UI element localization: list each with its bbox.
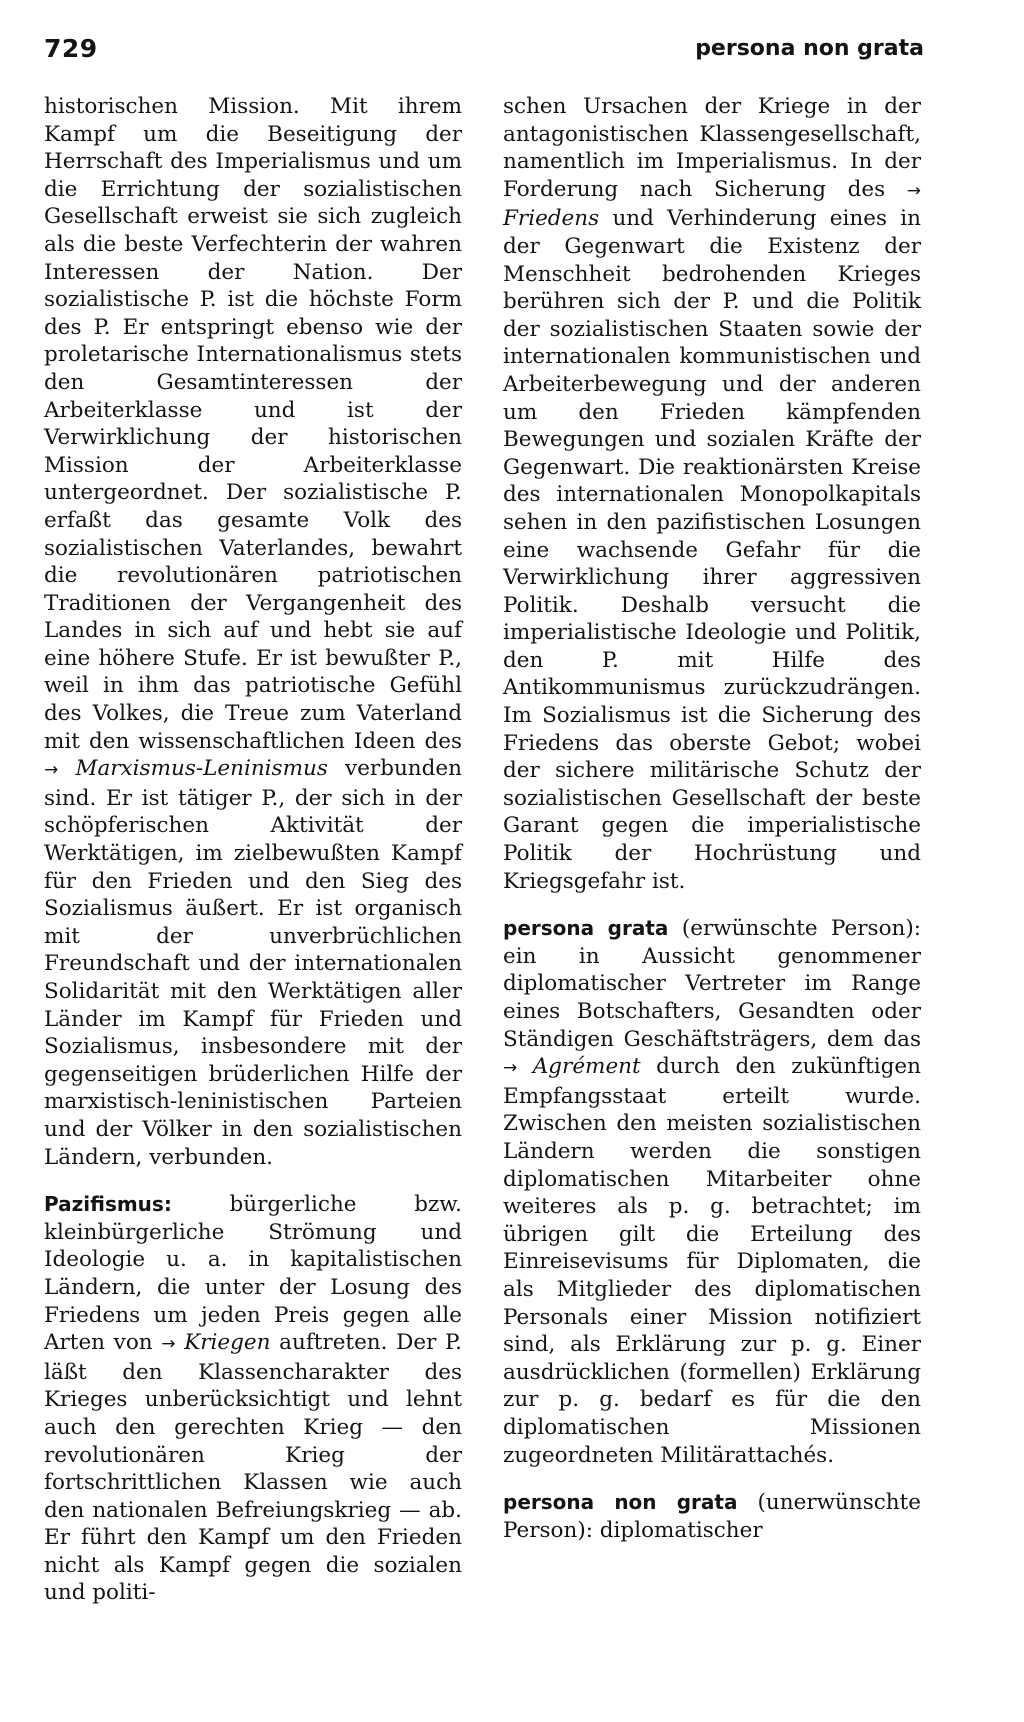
cross-reference-arrow-icon: → [906, 180, 921, 201]
cross-reference-marxismus-leninismus[interactable]: Marxismus-Leninismus [75, 756, 328, 782]
cross-reference-arrow-icon: → [44, 760, 59, 781]
cross-reference-kriegen[interactable]: Kriegen [184, 1330, 271, 1356]
entry-patriotismus-continued: historischen Mission. Mit ihrem Kampf um die Beseitigung der Herrschaft des Imperialismus und um die Errichtung der sozialistischen Gesellschaft erweist sie sich zugleich als die beste Verfechterin der wahren Interessen der Nation. Der sozialistische P. ist die höchste Form des P. Er entspringt ebenso wie der proletarische Internationalismus stets den Gesamtinteressen der Arbeiterklasse und ist der Verwirklichung der historischen Mission der Arbeiterklasse untergeordnet. Der sozialistische P. erfaßt das gesamte Volk des sozialistischen Vaterlandes, bewahrt die revolutionären patriotischen Traditionen der Vergangenheit des Landes in sich auf und hebt sie auf eine höhere Stufe. Er ist bewußter P., weil in ihm das patriotische Gefühl des Volkes, die Treue zum Vaterland mit den wissenschaftlichen Ideen des → Marxismus-Leninismus verbunden sind. Er ist tätiger P., der sich in der schöpferischen Aktivität der Werktätigen, im zielbewußten Kampf für den Frieden und den Sieg des Sozialismus äußert. Er ist organisch mit der unverbrüchlichen Freundschaft und der internationalen Solidarität mit den Werktätigen aller Länder im Kampf für Frieden und Sozialismus, insbesondere mit der gegenseitigen brüderlichen Hilfe der marxistisch-leninistischen Parteien und der Völker in den sozialistischen Ländern, verbunden. [44, 94, 462, 1170]
page-number: 729 [44, 34, 98, 63]
right-column [503, 93, 921, 1544]
entry-headword-pazifismus: Pazifismus: [44, 1192, 172, 1217]
cross-reference-arrow-icon: → [503, 1058, 518, 1079]
entry-pazifismus: Pazifismus: bürgerliche bzw. kleinbürgerliche Strömung und Ideologie u. a. in kapitalistischen Ländern, die unter der Losung des Friedens um jeden Preis gegen alle Arten von → Kriegen auftreten. Der P. läßt den Klassencharakter des Krieges unberücksichtigt und lehnt auch den gerechten Krieg — den revolutionären Krieg der fortschrittlichen Klassen wie auch den nationalen Befreiungskrieg — ab. Er führt den Kampf um den Frieden nicht als Kampf gegen die sozialen und politi- [44, 1192, 462, 1606]
cross-reference-friedens[interactable]: Friedens [503, 206, 600, 232]
page-header [44, 34, 924, 68]
running-head: persona non grata [695, 36, 924, 61]
entry-headword-persona-non-grata: persona non grata [503, 1490, 738, 1515]
cross-reference-agrement[interactable]: Agrément [532, 1054, 641, 1080]
entry-headword-persona-grata: persona grata [503, 916, 669, 941]
left-column [44, 93, 462, 1607]
cross-reference-arrow-icon: → [161, 1334, 176, 1355]
entry-persona-non-grata: persona non grata (unerwünschte Person): diplomatischer [503, 1490, 921, 1543]
entry-pazifismus-continued: schen Ursachen der Kriege in der antagonistischen Klassengesellschaft, namentlich im Imperialismus. In der Forderung nach Sicherung des → Friedens und Verhinderung eines in der Gegenwart die Existenz der Menschheit bedrohenden Krieges berühren sich der P. und die Politik der sozialistischen Staaten sowie der internationalen kommunistischen und Arbeiterbewegung und der anderen um den Frieden kämpfenden Bewegungen und sozialen Kräfte der Gegenwart. Die reaktionärsten Kreise des internationalen Monopolkapitals sehen in den pazifistischen Losungen eine wachsende Gefahr für die Verwirklichung ihrer aggressiven Politik. Deshalb versucht die imperialistische Ideologie und Politik, den P. mit Hilfe des Antikommunismus zurückzudrängen. Im Sozialismus ist die Sicherung des Friedens das oberste Gebot; wobei der sichere militärische Schutz der sozialistischen Gesellschaft der beste Garant gegen die imperialistische Politik der Hochrüstung und Kriegsgefahr ist. [503, 94, 921, 894]
entry-persona-grata: persona grata (erwünschte Person): ein in Aussicht genommener diplomatischer Vertreter im Range eines Botschafters, Gesandten oder Ständigen Geschäftsträgers, dem das → Agrément durch den zukünftigen Empfangsstaat erteilt wurde. Zwischen den meisten sozialistischen Ländern werden die sonstigen diplomatischen Mitarbeiter ohne weiteres als p. g. betrachtet; im übrigen gilt die Erteilung des Einreisevisums für Diplomaten, die als Mitglieder des diplomatischen Personals einer Mission notifiziert sind, als Erklärung zur p. g. Einer ausdrücklichen (formellen) Erklärung zur p. g. bedarf es für die den diplomatischen Missionen zugeordneten Militärattachés. [503, 916, 921, 1468]
